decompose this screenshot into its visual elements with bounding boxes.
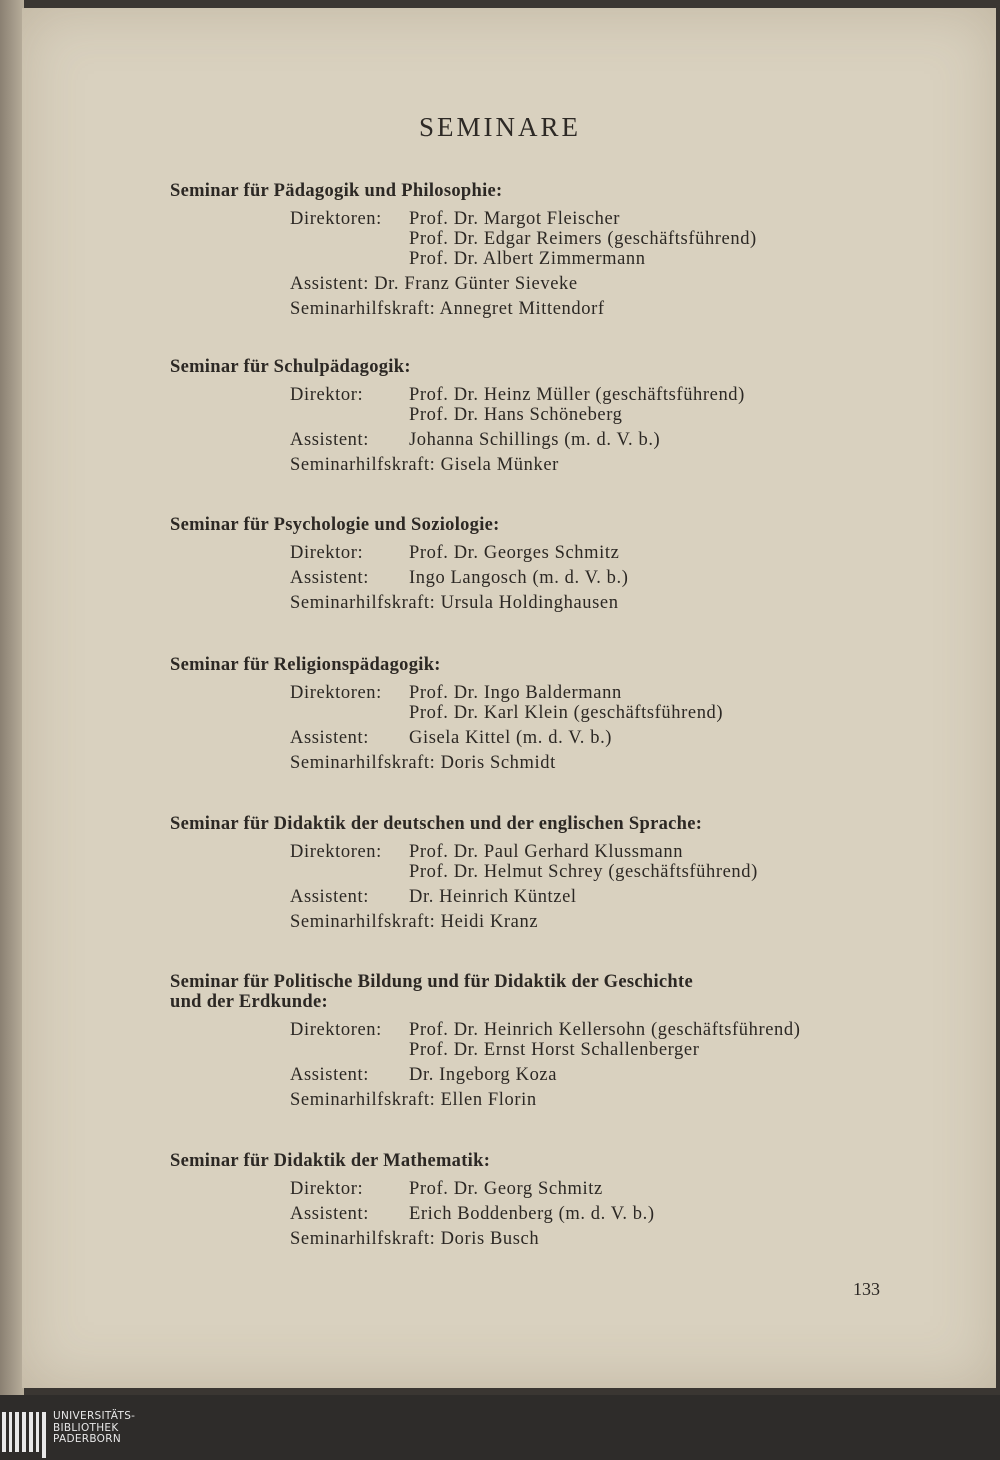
entry-row xyxy=(170,209,890,229)
seminar-section xyxy=(170,1151,890,1254)
seminar-section xyxy=(170,357,890,480)
entry-value: Gisela Kittel (m. d. V. b.) xyxy=(409,728,613,748)
entry-row xyxy=(170,543,890,563)
entry-label: Assistent: xyxy=(290,568,369,588)
entry-row xyxy=(170,405,890,425)
entry-row xyxy=(170,887,890,907)
entry-value: Prof. Dr. Helmut Schrey (geschäftsführend) xyxy=(409,862,758,882)
entry-row xyxy=(170,842,890,862)
entry-label: Direktoren: xyxy=(290,209,382,229)
entry-value: Prof. Dr. Georg Schmitz xyxy=(409,1179,603,1199)
book-spine xyxy=(0,0,24,1395)
library-logo-icon xyxy=(2,1412,46,1458)
entry-row xyxy=(170,229,890,249)
entry-text: Seminarhilfskraft: Doris Busch xyxy=(290,1229,540,1249)
entry-text: Seminarhilfskraft: Ellen Florin xyxy=(290,1090,537,1110)
seminar-section xyxy=(170,655,890,778)
section-heading: Seminar für Pädagogik und Philosophie: xyxy=(170,181,503,201)
section-heading: Seminar für Didaktik der Mathematik: xyxy=(170,1151,491,1171)
entry-row xyxy=(170,1090,890,1110)
entry-label: Direktor: xyxy=(290,385,364,405)
entry-value: Prof. Dr. Karl Klein (geschäftsführend) xyxy=(409,703,724,723)
section-heading-line2: und der Erdkunde: xyxy=(170,992,328,1012)
entry-row xyxy=(170,753,890,773)
entry-row xyxy=(170,1065,890,1085)
entry-value: Ingo Langosch (m. d. V. b.) xyxy=(409,568,629,588)
entry-label: Assistent: xyxy=(290,728,369,748)
entry-text: Seminarhilfskraft: Ursula Holdinghausen xyxy=(290,593,619,613)
entry-value: Dr. Heinrich Küntzel xyxy=(409,887,577,907)
entry-value: Dr. Ingeborg Koza xyxy=(409,1065,558,1085)
logo-line: BIBLIOTHEK xyxy=(53,1421,119,1434)
logo-line: PADERBORN xyxy=(53,1433,121,1445)
seminar-section xyxy=(170,972,890,1115)
section-heading: Seminar für Psychologie und Soziologie: xyxy=(170,515,500,535)
entry-row xyxy=(170,862,890,882)
entry-value: Prof. Dr. Margot Fleischer xyxy=(409,209,621,229)
seminar-section xyxy=(170,814,890,937)
entry-row xyxy=(170,1040,890,1060)
entry-row xyxy=(170,912,890,932)
library-logo-text xyxy=(53,1411,135,1446)
page-number: 133 xyxy=(853,1279,880,1299)
entry-value: Prof. Dr. Ernst Horst Schallenberger xyxy=(409,1040,700,1060)
entry-label: Direktor: xyxy=(290,1179,364,1199)
entry-value: Prof. Dr. Edgar Reimers (geschäftsführend) xyxy=(409,229,757,249)
entry-row xyxy=(170,455,890,475)
entry-value: Prof. Dr. Hans Schöneberg xyxy=(409,405,623,425)
entry-label: Direktor: xyxy=(290,543,364,563)
entry-row xyxy=(170,703,890,723)
entry-row xyxy=(170,1020,890,1040)
entry-row xyxy=(170,274,890,294)
entry-value: Prof. Dr. Heinrich Kellersohn (geschäftsführend) xyxy=(409,1020,801,1040)
entry-value: Johanna Schillings (m. d. V. b.) xyxy=(409,430,661,450)
entry-row xyxy=(170,299,890,319)
entry-value: Erich Boddenberg (m. d. V. b.) xyxy=(409,1204,655,1224)
entry-value: Prof. Dr. Heinz Müller (geschäftsführend) xyxy=(409,385,745,405)
entry-row xyxy=(170,385,890,405)
entry-label: Assistent: xyxy=(290,1204,369,1224)
seminar-section xyxy=(170,515,890,618)
entry-label: Assistent: xyxy=(290,1065,369,1085)
entry-text: Seminarhilfskraft: Annegret Mittendorf xyxy=(290,299,605,319)
entry-row xyxy=(170,1204,890,1224)
entry-text: Seminarhilfskraft: Gisela Münker xyxy=(290,455,559,475)
section-heading: Seminar für Didaktik der deutschen und der englischen Sprache: xyxy=(170,814,703,834)
entry-row xyxy=(170,568,890,588)
entry-label: Assistent: xyxy=(290,887,369,907)
entry-label: Assistent: xyxy=(290,430,369,450)
section-heading: Seminar für Religionspädagogik: xyxy=(170,655,441,675)
entry-label: Direktoren: xyxy=(290,1020,382,1040)
entry-row xyxy=(170,1179,890,1199)
seminar-section xyxy=(170,181,890,324)
entry-text: Seminarhilfskraft: Doris Schmidt xyxy=(290,753,556,773)
entry-row xyxy=(170,728,890,748)
entry-text: Seminarhilfskraft: Heidi Kranz xyxy=(290,912,539,932)
entry-row xyxy=(170,249,890,269)
entry-row xyxy=(170,593,890,613)
logo-line: UNIVERSITÄTS- xyxy=(53,1410,136,1422)
entry-value: Prof. Dr. Paul Gerhard Klussmann xyxy=(409,842,684,862)
entry-value: Prof. Dr. Albert Zimmermann xyxy=(409,249,646,269)
footer-bar xyxy=(0,1395,1000,1460)
entry-label: Direktoren: xyxy=(290,842,382,862)
entry-row xyxy=(170,430,890,450)
section-heading: Seminar für Schulpädagogik: xyxy=(170,357,411,377)
page-title: SEMINARE xyxy=(418,112,581,142)
entry-label: Direktoren: xyxy=(290,683,382,703)
entry-text: Assistent: Dr. Franz Günter Sieveke xyxy=(290,274,578,294)
entry-value: Prof. Dr. Georges Schmitz xyxy=(409,543,620,563)
section-heading: Seminar für Politische Bildung und für Didaktik der Geschichte xyxy=(170,972,693,992)
entry-row xyxy=(170,1229,890,1249)
entry-value: Prof. Dr. Ingo Baldermann xyxy=(409,683,622,703)
entry-row xyxy=(170,683,890,703)
